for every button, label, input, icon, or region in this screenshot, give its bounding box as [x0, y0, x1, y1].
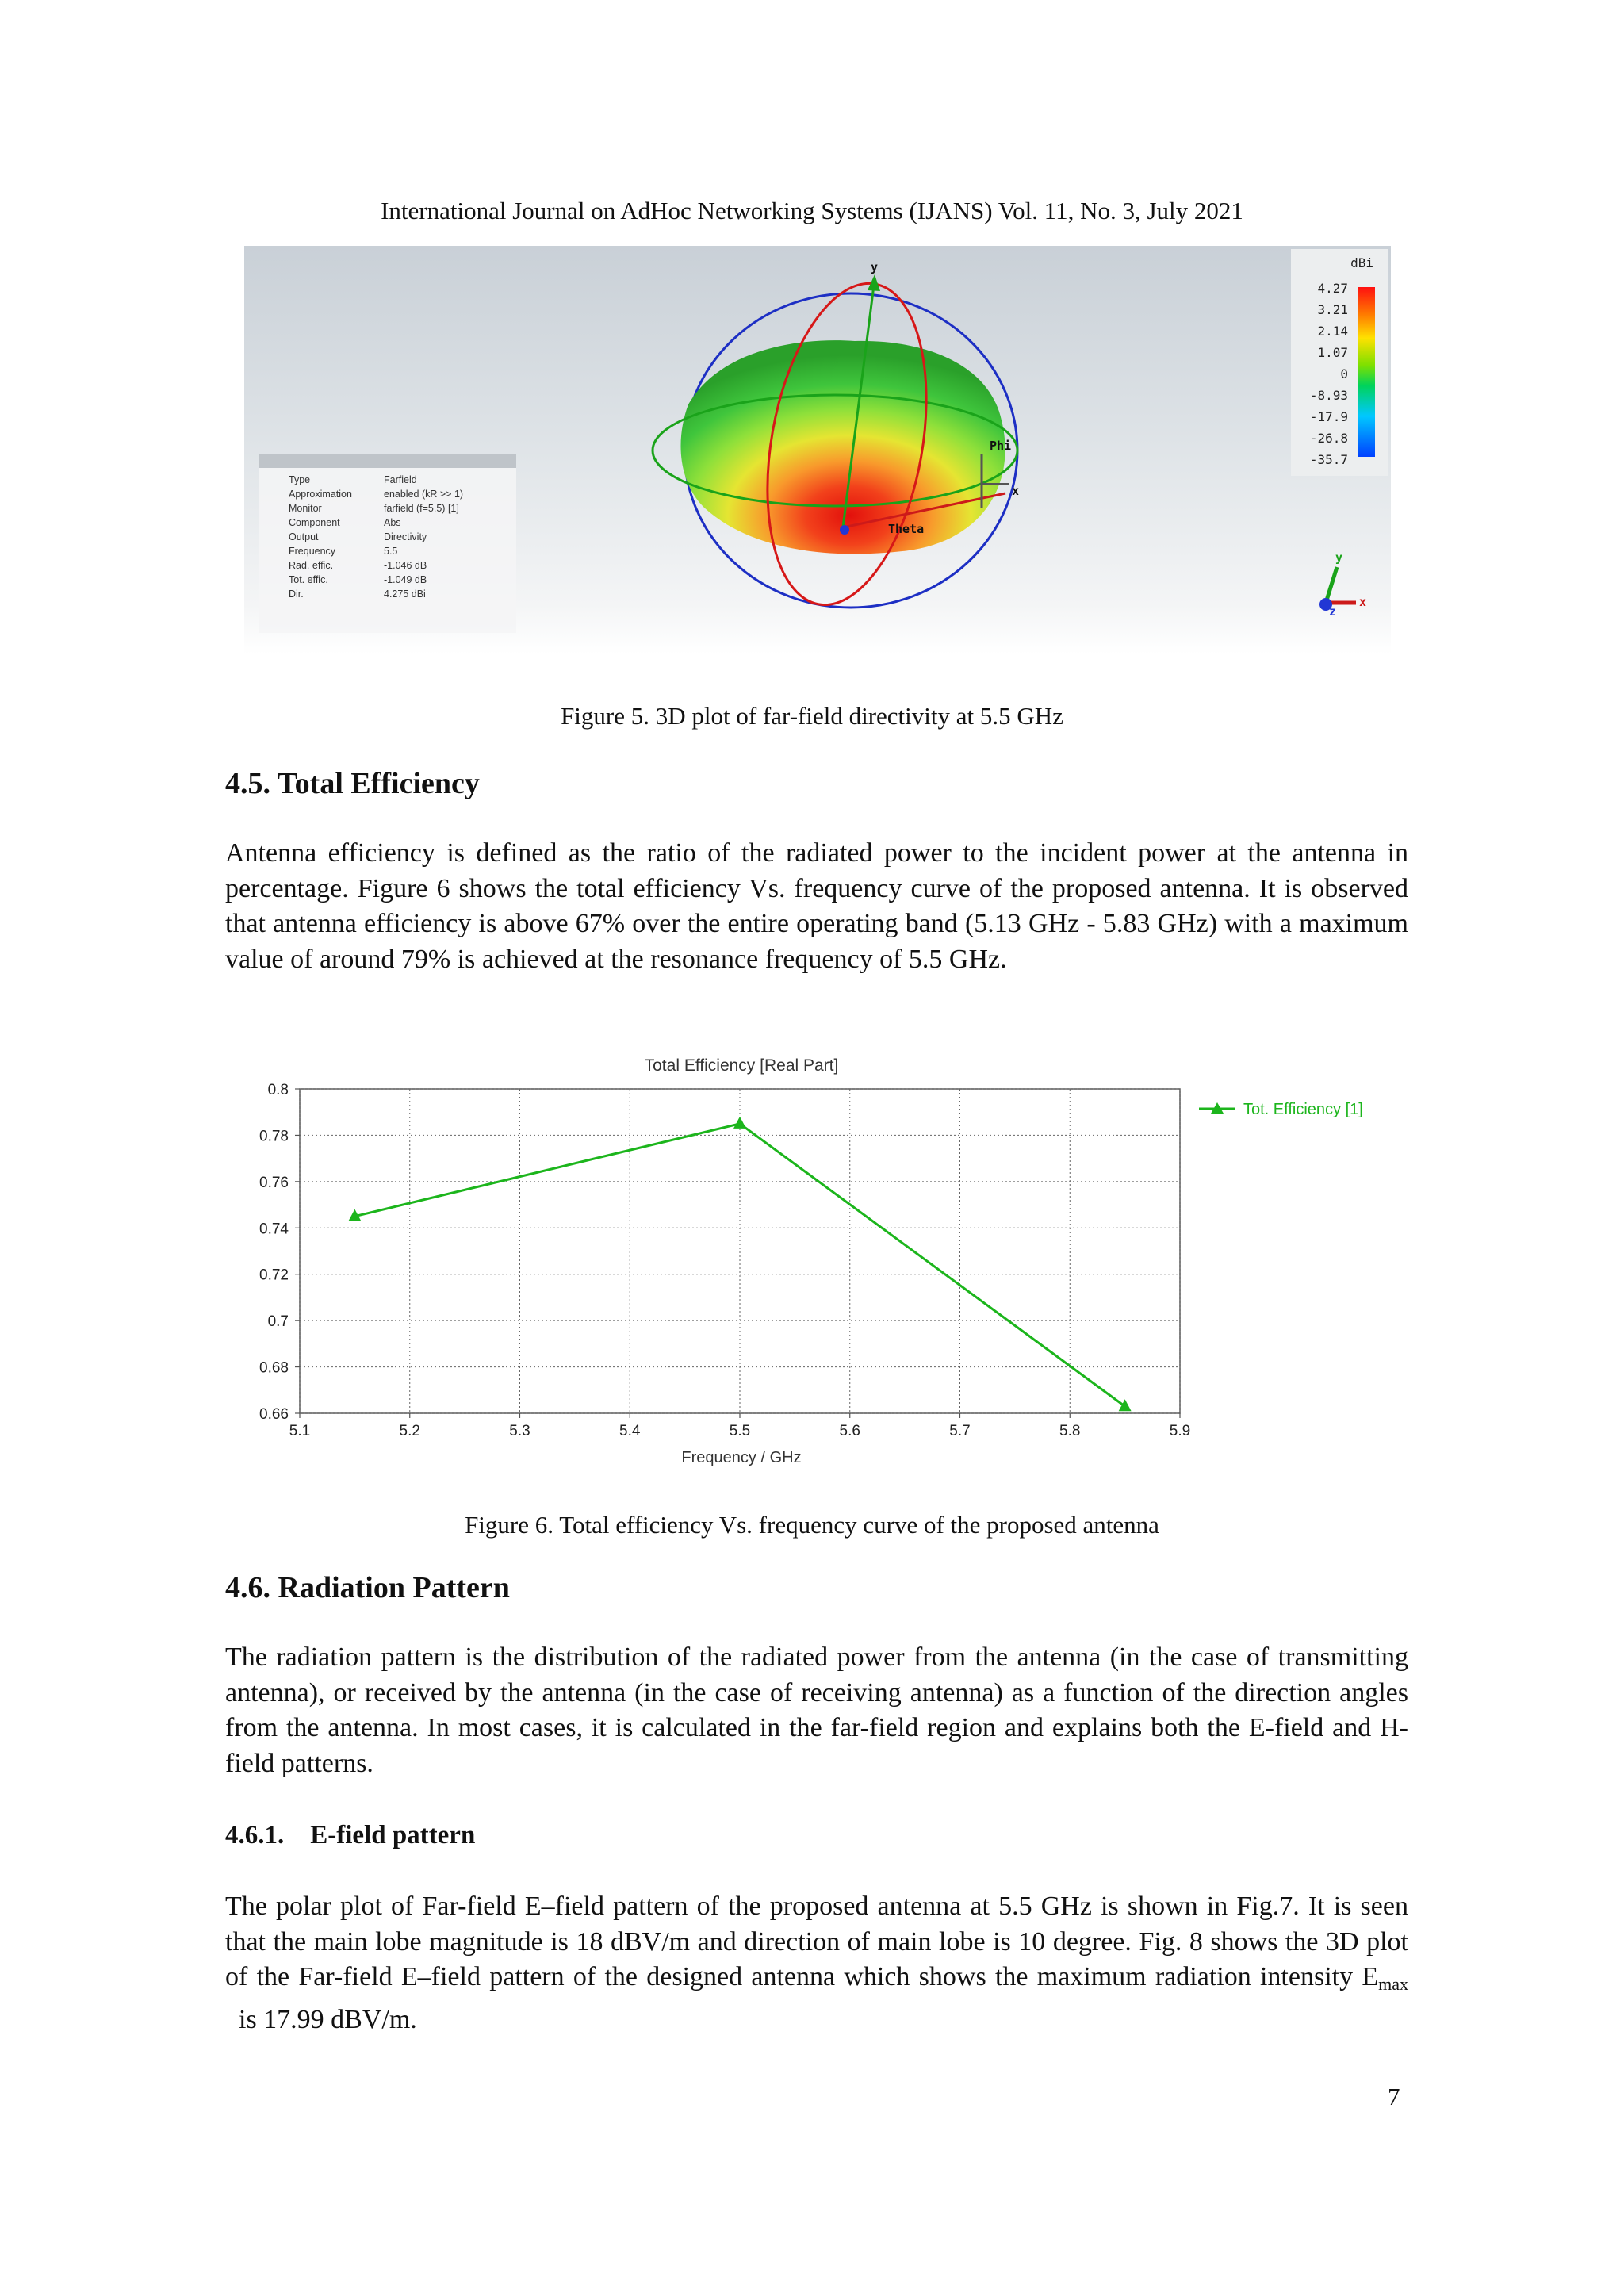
- y-tick-label: 0.66: [259, 1406, 289, 1423]
- x-tick-label: 5.1: [289, 1423, 311, 1439]
- chart-grid: [295, 1089, 1180, 1418]
- section-4-5-paragraph: Antenna efficiency is defined as the ratio of the radiated power to the incident power at the antenna in percentage. Figure 6 shows the total efficiency Vs. frequency curve of the proposed antenna. It is observed that antenna efficiency is above 67% over the entire operating band (5.13 GHz - 5.83 GHz) with a maximum value of around 79% is achieved at the resonance frequency of 5.5 GHz.: [225, 838, 1408, 974]
- chart-title: Total Efficiency [Real Part]: [644, 1056, 839, 1075]
- x-tick-label: 5.7: [949, 1423, 971, 1439]
- x-tick-label: 5.2: [399, 1423, 420, 1439]
- section-4-6-heading: 4.6. Radiation Pattern: [225, 1571, 510, 1604]
- y-tick-label: 0.78: [259, 1128, 289, 1145]
- y-tick-label: 0.8: [267, 1082, 289, 1098]
- y-tick-label: 0.76: [259, 1174, 289, 1191]
- x-tick-label: 5.6: [839, 1423, 860, 1439]
- colorbar-gradient: [1358, 287, 1375, 457]
- chart-legend: [1199, 1101, 1363, 1118]
- legend-label: Tot. Efficiency [1]: [1243, 1101, 1363, 1118]
- y-tick-label: 0.74: [259, 1221, 289, 1238]
- x-axis-label: x: [1012, 484, 1020, 498]
- triad-y-label: y: [1335, 550, 1343, 565]
- phi-label: Phi: [990, 439, 1012, 453]
- x-tick-label: 5.9: [1169, 1423, 1191, 1439]
- page-number: 7: [1388, 2083, 1400, 2110]
- section-4-5-heading: 4.5. Total Efficiency: [225, 767, 480, 800]
- y-tick-label: 0.72: [259, 1267, 289, 1284]
- x-tick-label: 5.3: [509, 1423, 530, 1439]
- triad-x-label: x: [1359, 595, 1367, 609]
- colorbar-scale: dBi 4.27 3.21 2.14 1.07 0 -8.93 -17.9 -26.8 -35.7: [1291, 249, 1388, 476]
- scale-unit: dBi: [1350, 255, 1373, 270]
- y-tick-label: 0.68: [259, 1359, 289, 1377]
- figure-5-directivity-plot: [244, 246, 1391, 654]
- figure-5-caption: Figure 5. 3D plot of far-field directivity at 5.5 GHz: [561, 702, 1063, 730]
- y-axis-label: y: [871, 260, 879, 274]
- y-tick-label: 0.7: [267, 1313, 289, 1331]
- section-4-6-1-heading: 4.6.1. E-field pattern: [225, 1821, 476, 1849]
- x-tick-label: 5.5: [729, 1423, 751, 1439]
- figure-6-caption: Figure 6. Total efficiency Vs. frequency curve of the proposed antenna: [465, 1511, 1159, 1539]
- theta-label: Theta: [888, 522, 925, 536]
- running-header: International Journal on AdHoc Networking Systems (IJANS) Vol. 11, No. 3, July 2021: [381, 197, 1243, 224]
- series-point-marker: [733, 1117, 746, 1129]
- chart-x-axis-label: Frequency / GHz: [681, 1449, 802, 1466]
- origin-marker: [840, 525, 849, 535]
- series-point-marker: [1119, 1399, 1132, 1411]
- simulation-legend: Type Farfield Approximation enabled (kR >> 1) Monitor farfield (f=5.5) [1] Component Abs Output Directivity Frequency 5.5 Rad. effic. -1.046 dB Tot. effic. -1.049 dB Dir. 4.275 dBi: [259, 454, 516, 633]
- triad-z-label: z: [1329, 604, 1337, 619]
- section-4-6-1-paragraph: The polar plot of Far-field E–field pattern of the proposed antenna at 5.5 GHz is shown in Fig.7. It is seen that the main lobe magnitude is 18 dBV/m and direction of main lobe is 10 degree. Fig. 8 shows the 3D plot of the Far-field E–field pattern of the designed antenna which shows the maximum radiation intensity $E_{max}$ is 17.99 dBV/m.: [225, 1892, 1408, 2034]
- section-4-6-paragraph: The radiation pattern is the distribution of the radiated power from the antenna (in the case of transmitting antenna), or received by the antenna (in the case of receiving antenna) as a function of the direction angles from the antenna. In most cases, it is calculated in the far-field region and explains both the E-field and H-field patterns.: [225, 1642, 1408, 1778]
- x-tick-label: 5.8: [1059, 1423, 1081, 1439]
- figure-6-efficiency-chart: [230, 1047, 1404, 1475]
- x-tick-label: 5.4: [619, 1423, 641, 1439]
- triad-y: [1326, 567, 1337, 603]
